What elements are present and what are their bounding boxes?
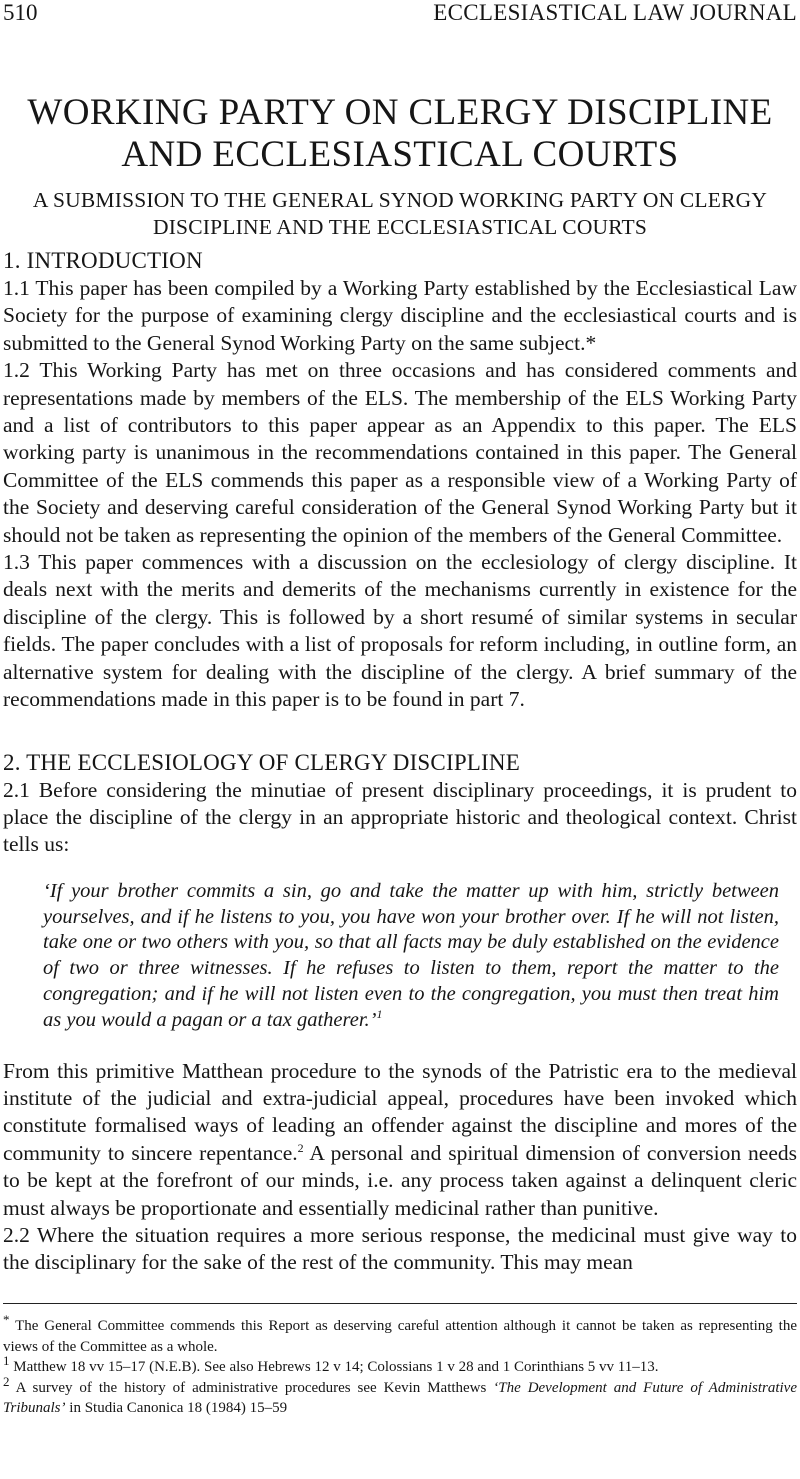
footnote-1 bbox=[3, 1353, 797, 1378]
paragraph-text-a: From this primitive Matthean procedure to the synods of the Patristic era to the medieval institute of the judicial and extra-judicial appeal, procedures have been invoked which constitute formalised ways of leading an offender against the discipline and mores of the community to sincere repentance. bbox=[3, 1058, 797, 1165]
paragraph-2-1-continued bbox=[3, 1058, 797, 1222]
scripture-quotation bbox=[43, 879, 779, 1034]
paragraph-1-1: 1.1 This paper has been compiled by a Working Party established by the Ecclesiastical Law Society for the purpose of examining clergy discipline and the ecclesiastical courts and is submitted to the General Synod Working Party on the same subject.* bbox=[3, 276, 797, 355]
footnote-mark: * bbox=[3, 1312, 10, 1327]
footnote-mark: 1 bbox=[3, 1353, 10, 1368]
article-title: WORKING PARTY ON CLERGY DISCIPLINE AND ECCLESIASTICAL COURTS bbox=[27, 92, 773, 175]
paragraph-2-2: 2.2 Where the situation requires a more serious response, the medicinal must give way to the disciplinary for the sake of the rest of the community. This may mean bbox=[3, 1222, 797, 1275]
footnote-ref-1: 1 bbox=[376, 1006, 383, 1021]
running-head bbox=[3, 0, 797, 30]
article-body bbox=[3, 92, 797, 1277]
footnotes bbox=[3, 1312, 797, 1419]
section-heading-ecclesiology: 2. THE ECCLESIOLOGY OF CLERGY DISCIPLINE bbox=[3, 749, 520, 775]
paragraph-2-1: 2.1 Before considering the minutiae of present disciplinary proceedings, it is prudent to place the discipline of the clergy in an appropriate historic and theological context. Christ tells us: bbox=[3, 777, 797, 857]
paragraph-1-3: 1.3 This paper commences with a discussion on the ecclesiology of clergy discipline. It deals next with the merits and demerits of the mechanisms currently in existence for the discipline of the clergy. This is followed by a short resumé of similar systems in secular fields. The paper concludes with a list of proposals for reform including, in outline form, an alternative system for dealing with the discipline of the clergy. A brief summary of the recommendations made in this paper is to be found in part 7. bbox=[3, 550, 797, 712]
section-heading-introduction: 1. INTRODUCTION bbox=[3, 248, 203, 273]
quotation-text: ‘If your brother commits a sin, go and take the matter up with him, strictly between yourselves, and if he listens to you, you have won your brother over. If he will not listen, take one or two others with you, so that all facts may be duly established on the evidence of two or three witnesses. If he refuses to listen to them, report the matter to the congregation; and if he will not listen even to the congregation, you must then treat him as you would a pagan or a tax gatherer.’ bbox=[43, 879, 779, 1031]
page-number: 510 bbox=[3, 0, 38, 25]
footnote-2 bbox=[3, 1373, 797, 1419]
paragraph-1-2: 1.2 This Working Party has met on three occasions and has considered comments and representations made by members of the ELS. The membership of the ELS Working Party and a list of contributors to this paper appear as an Appendix to this paper. The ELS working party is unanimous in the recommendations contained in this paper. The General Committee of the ELS commends this paper as a responsible view of a Working Party of the Society and deserving careful consideration of the General Synod Working Party but it should not be taken as representing the opinion of the members of the General Committee. bbox=[3, 358, 797, 547]
paragraph-text-b: A personal and spiritual dimension of conversion needs to be kept at the forefront of our minds, i.e. any process taken against a delinquent cleric must always be proportionate and essentially medicinal rather than punitive. bbox=[3, 1140, 797, 1220]
footnote-text: A survey of the history of administrative procedures see Kevin Matthews bbox=[9, 1379, 494, 1396]
footnote-divider bbox=[3, 1303, 797, 1304]
footnote-text: The General Committee commends this Report as deserving careful attention although it cannot be taken as representing the views of the Committee as a whole. bbox=[3, 1318, 797, 1355]
footnote-citation-title: ‘The Development and Future of Administrative Tribunals’ bbox=[3, 1379, 797, 1416]
footnote-text: in Studia Canonica 18 (1984) 15–59 bbox=[65, 1400, 288, 1416]
footnote-star bbox=[3, 1312, 797, 1357]
footnote-ref-2: 2 bbox=[297, 1140, 304, 1155]
footnote-mark: 2 bbox=[3, 1373, 10, 1389]
journal-title: ECCLESIASTICAL LAW JOURNAL bbox=[433, 0, 797, 25]
footnote-text: Matthew 18 vv 15–17 (N.E.B). See also Hebrews 12 v 14; Colossians 1 v 28 and 1 Corinthians 5 vv 11–13. bbox=[9, 1359, 659, 1375]
article-subtitle: A SUBMISSION TO THE GENERAL SYNOD WORKING PARTY ON CLERGY DISCIPLINE AND THE ECCLESIASTICAL COURTS bbox=[32, 188, 768, 239]
